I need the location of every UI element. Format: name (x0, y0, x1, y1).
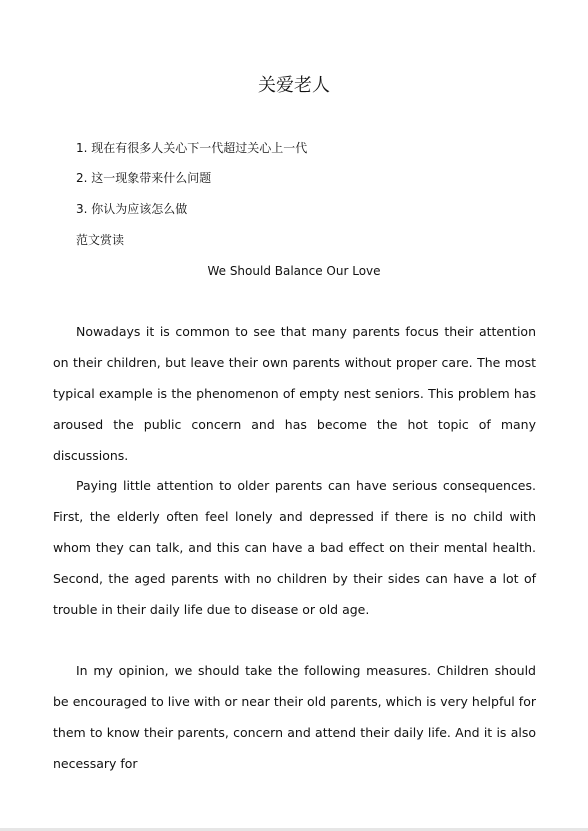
essay-title: We Should Balance Our Love (207, 264, 381, 278)
question-2: 2. 这一现象带来什么问题 (76, 171, 212, 185)
section-label: 范文赏读 (76, 233, 125, 247)
question-3: 3. 你认为应该怎么做 (76, 202, 188, 216)
paragraph-3: In my opinion, we should take the following measures. Children should be encouraged to live with or near their old parents, which is very helpful for them to know their parents, concern and attend their daily life. And it is also necessary for (53, 663, 536, 771)
paragraph-2: Paying little attention to older parents can have serious consequences. First, the elderly often feel lonely and depressed if there is no child with whom they can talk, and this can have a bad effect on their mental health. Second, the aged parents with no children by their sides can have a lot of trouble in their daily life due to disease or old age. (53, 478, 536, 617)
question-1: 1. 现在有很多人关心下一代超过关心上一代 (76, 141, 308, 155)
page-title: 关爱老人 (258, 75, 330, 96)
paragraph-1: Nowadays it is common to see that many parents focus their attention on their children, but leave their own parents without proper care. The most typical example is the phenomenon of empty nest seniors. This problem has aroused the public concern and has become the hot topic of many discussions. (53, 324, 536, 463)
